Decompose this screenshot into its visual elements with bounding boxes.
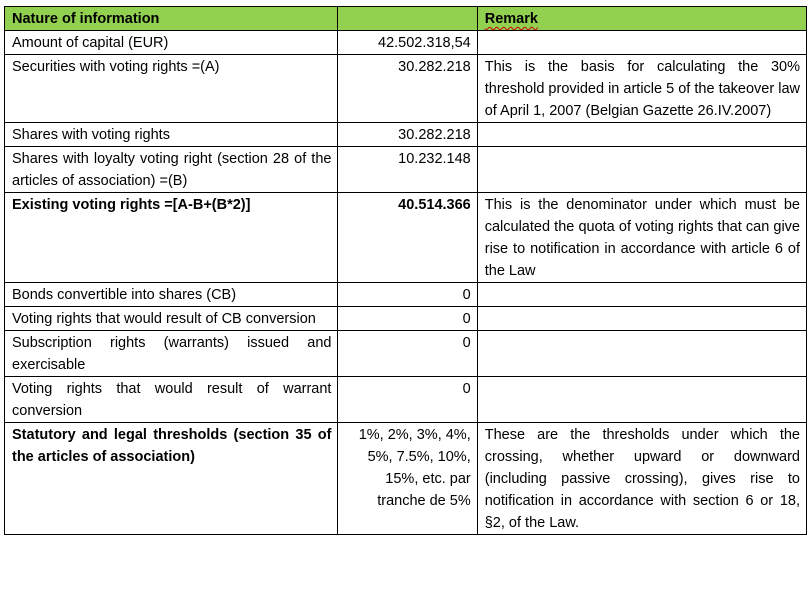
row-remark <box>477 307 806 331</box>
row-remark <box>477 31 806 55</box>
row-value: 0 <box>338 307 477 331</box>
table-row <box>5 193 807 283</box>
voting-rights-table <box>4 6 807 535</box>
row-remark: This is the basis for calculating the 30% threshold provided in article 5 of the takeover law of April 1, 2007 (Belgian Gazette 26.IV.2007) <box>477 55 806 123</box>
row-label: Voting rights that would result of warrant conversion <box>5 377 338 423</box>
row-label: Shares with loyalty voting right (section 28 of the articles of association) =(B) <box>5 147 338 193</box>
row-value: 10.232.148 <box>338 147 477 193</box>
row-value: 40.514.366 <box>338 193 477 283</box>
row-value: 0 <box>338 331 477 377</box>
row-label: Shares with voting rights <box>5 123 338 147</box>
row-remark <box>477 283 806 307</box>
header-value <box>338 7 477 31</box>
header-row <box>5 7 807 31</box>
table-row <box>5 55 807 123</box>
row-label: Existing voting rights =[A-B+(B*2)] <box>5 193 338 283</box>
table-row <box>5 123 807 147</box>
table-row <box>5 147 807 193</box>
row-value: 30.282.218 <box>338 123 477 147</box>
row-label: Securities with voting rights =(A) <box>5 55 338 123</box>
table-row <box>5 423 807 535</box>
row-value: 30.282.218 <box>338 55 477 123</box>
header-nature-of-information: Nature of information <box>5 7 338 31</box>
row-value: 0 <box>338 283 477 307</box>
row-remark: This is the denominator under which must be calculated the quota of voting rights that can give rise to notification in accordance with article 6 of the Law <box>477 193 806 283</box>
table-row <box>5 331 807 377</box>
row-remark <box>477 147 806 193</box>
row-label: Subscription rights (warrants) issued and exercisable <box>5 331 338 377</box>
row-label: Bonds convertible into shares (CB) <box>5 283 338 307</box>
row-remark <box>477 123 806 147</box>
header-remark <box>477 7 806 31</box>
table-row <box>5 31 807 55</box>
table-row <box>5 377 807 423</box>
row-remark <box>477 377 806 423</box>
row-label: Amount of capital (EUR) <box>5 31 338 55</box>
row-remark: These are the thresholds under which the crossing, whether upward or downward (including passive crossing), gives rise to notification in accordance with section 6 or 18, §2, of the Law. <box>477 423 806 535</box>
row-value: 0 <box>338 377 477 423</box>
row-remark <box>477 331 806 377</box>
table-row <box>5 307 807 331</box>
table-row <box>5 283 807 307</box>
row-value: 42.502.318,54 <box>338 31 477 55</box>
row-value: 1%, 2%, 3%, 4%, 5%, 7.5%, 10%, 15%, etc. par tranche de 5% <box>338 423 477 535</box>
row-label: Voting rights that would result of CB conversion <box>5 307 338 331</box>
header-remark-text: Remark <box>484 11 538 27</box>
row-label: Statutory and legal thresholds (section 35 of the articles of association) <box>5 423 338 535</box>
